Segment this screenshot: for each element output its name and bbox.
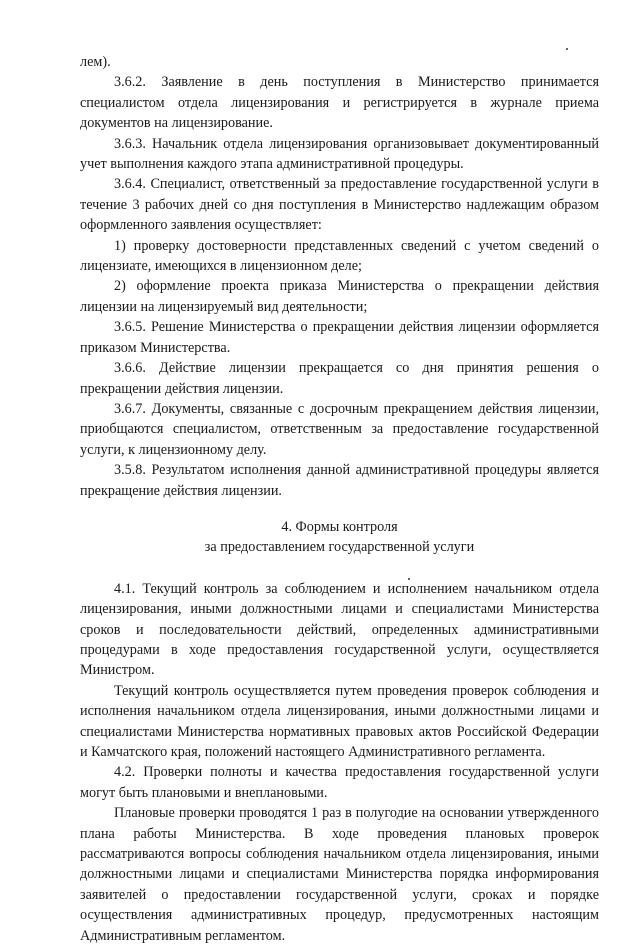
paragraph-3-6-2: 3.6.2. Заявление в день поступления в Министерство принимается специалистом отдела лицензирования и регистрируется в журнале приема документов на лицензирование. — [80, 74, 599, 132]
paragraph-3-6-4: 3.6.4. Специалист, ответственный за предоставление государственной услуги в течение 3 рабочих дней со дня поступления в Министерство надлежащим образом оформленного заявления осуществляет: — [80, 176, 599, 234]
continuation-text: лем). — [80, 54, 111, 70]
paragraph-3-6-7: 3.6.7. Документы, связанные с досрочным прекращением действия лицензии, приобщаются специалистом, ответственным за предоставление государственной услуги, к лицензионному делу. — [80, 400, 599, 458]
paragraph-4-2: 4.2. Проверки полноты и качества предоставления государственной услуги могут быть плановыми и внеплановыми. — [80, 764, 599, 801]
document-body — [80, 52, 599, 946]
list-item-2: 2) оформление проекта приказа Министерства о прекращении действия лицензии на лицензируемый вид деятельности; — [80, 278, 599, 315]
paragraph-3-5-8: 3.5.8. Результатом исполнения данной административной процедуры является прекращение действия лицензии. — [80, 462, 599, 499]
paragraph-current-control: Текущий контроль осуществляется путем проведения проверок соблюдения и исполнения начальником отдела лицензирования, иными должностными лицами и специалистами Министерства нормативных правовых актов Российской Федерации и Камчатского края, положений настоящего Административного регламента. — [80, 682, 599, 760]
list-item-1: 1) проверку достоверности представленных сведений с учетом сведений о лицензиате, имеющихся в лицензионном деле; — [80, 237, 599, 275]
paragraph-4-1: 4.1. Текущий контроль за соблюдением и исполнением начальником отдела лицензирования, иными должностными лицами и специалистами Министерства сроков и последовательности действий, определенных административными процедурами в ходе предоставления государственной услуги, осуществляется Министром. — [80, 580, 599, 679]
paragraph-3-6-3: 3.6.3. Начальник отдела лицензирования организовывает документированный учет выполнения каждого этапа административной процедуры. — [80, 135, 599, 173]
section-subtitle: за предоставлением государственной услуги — [204, 539, 475, 556]
paragraph-planned-checks: Плановые проверки проводятся 1 раз в полугодие на основании утвержденного плана работы Министерства. В ходе проведения плановых проверок рассматриваются вопросы соблюдения начальником отдела лицензирования, иными должностными лицами и специалистами Министерства порядка информирования заявителей о предоставлении государственной услуги, сроках и порядке осуществления административных процедур, предусмотренных настоящим Административным регламентом. — [80, 805, 599, 944]
paragraph-3-6-6: 3.6.6. Действие лицензии прекращается со дня принятия решения о прекращении действия лицензии. — [80, 360, 599, 397]
scan-speck — [408, 578, 410, 580]
section-heading — [80, 517, 599, 558]
section-title: 4. Формы контроля — [281, 518, 398, 535]
scan-speck — [566, 48, 568, 50]
paragraph-3-6-5: 3.6.5. Решение Министерства о прекращении действия лицензии оформляется приказом Министерства. — [80, 319, 599, 356]
